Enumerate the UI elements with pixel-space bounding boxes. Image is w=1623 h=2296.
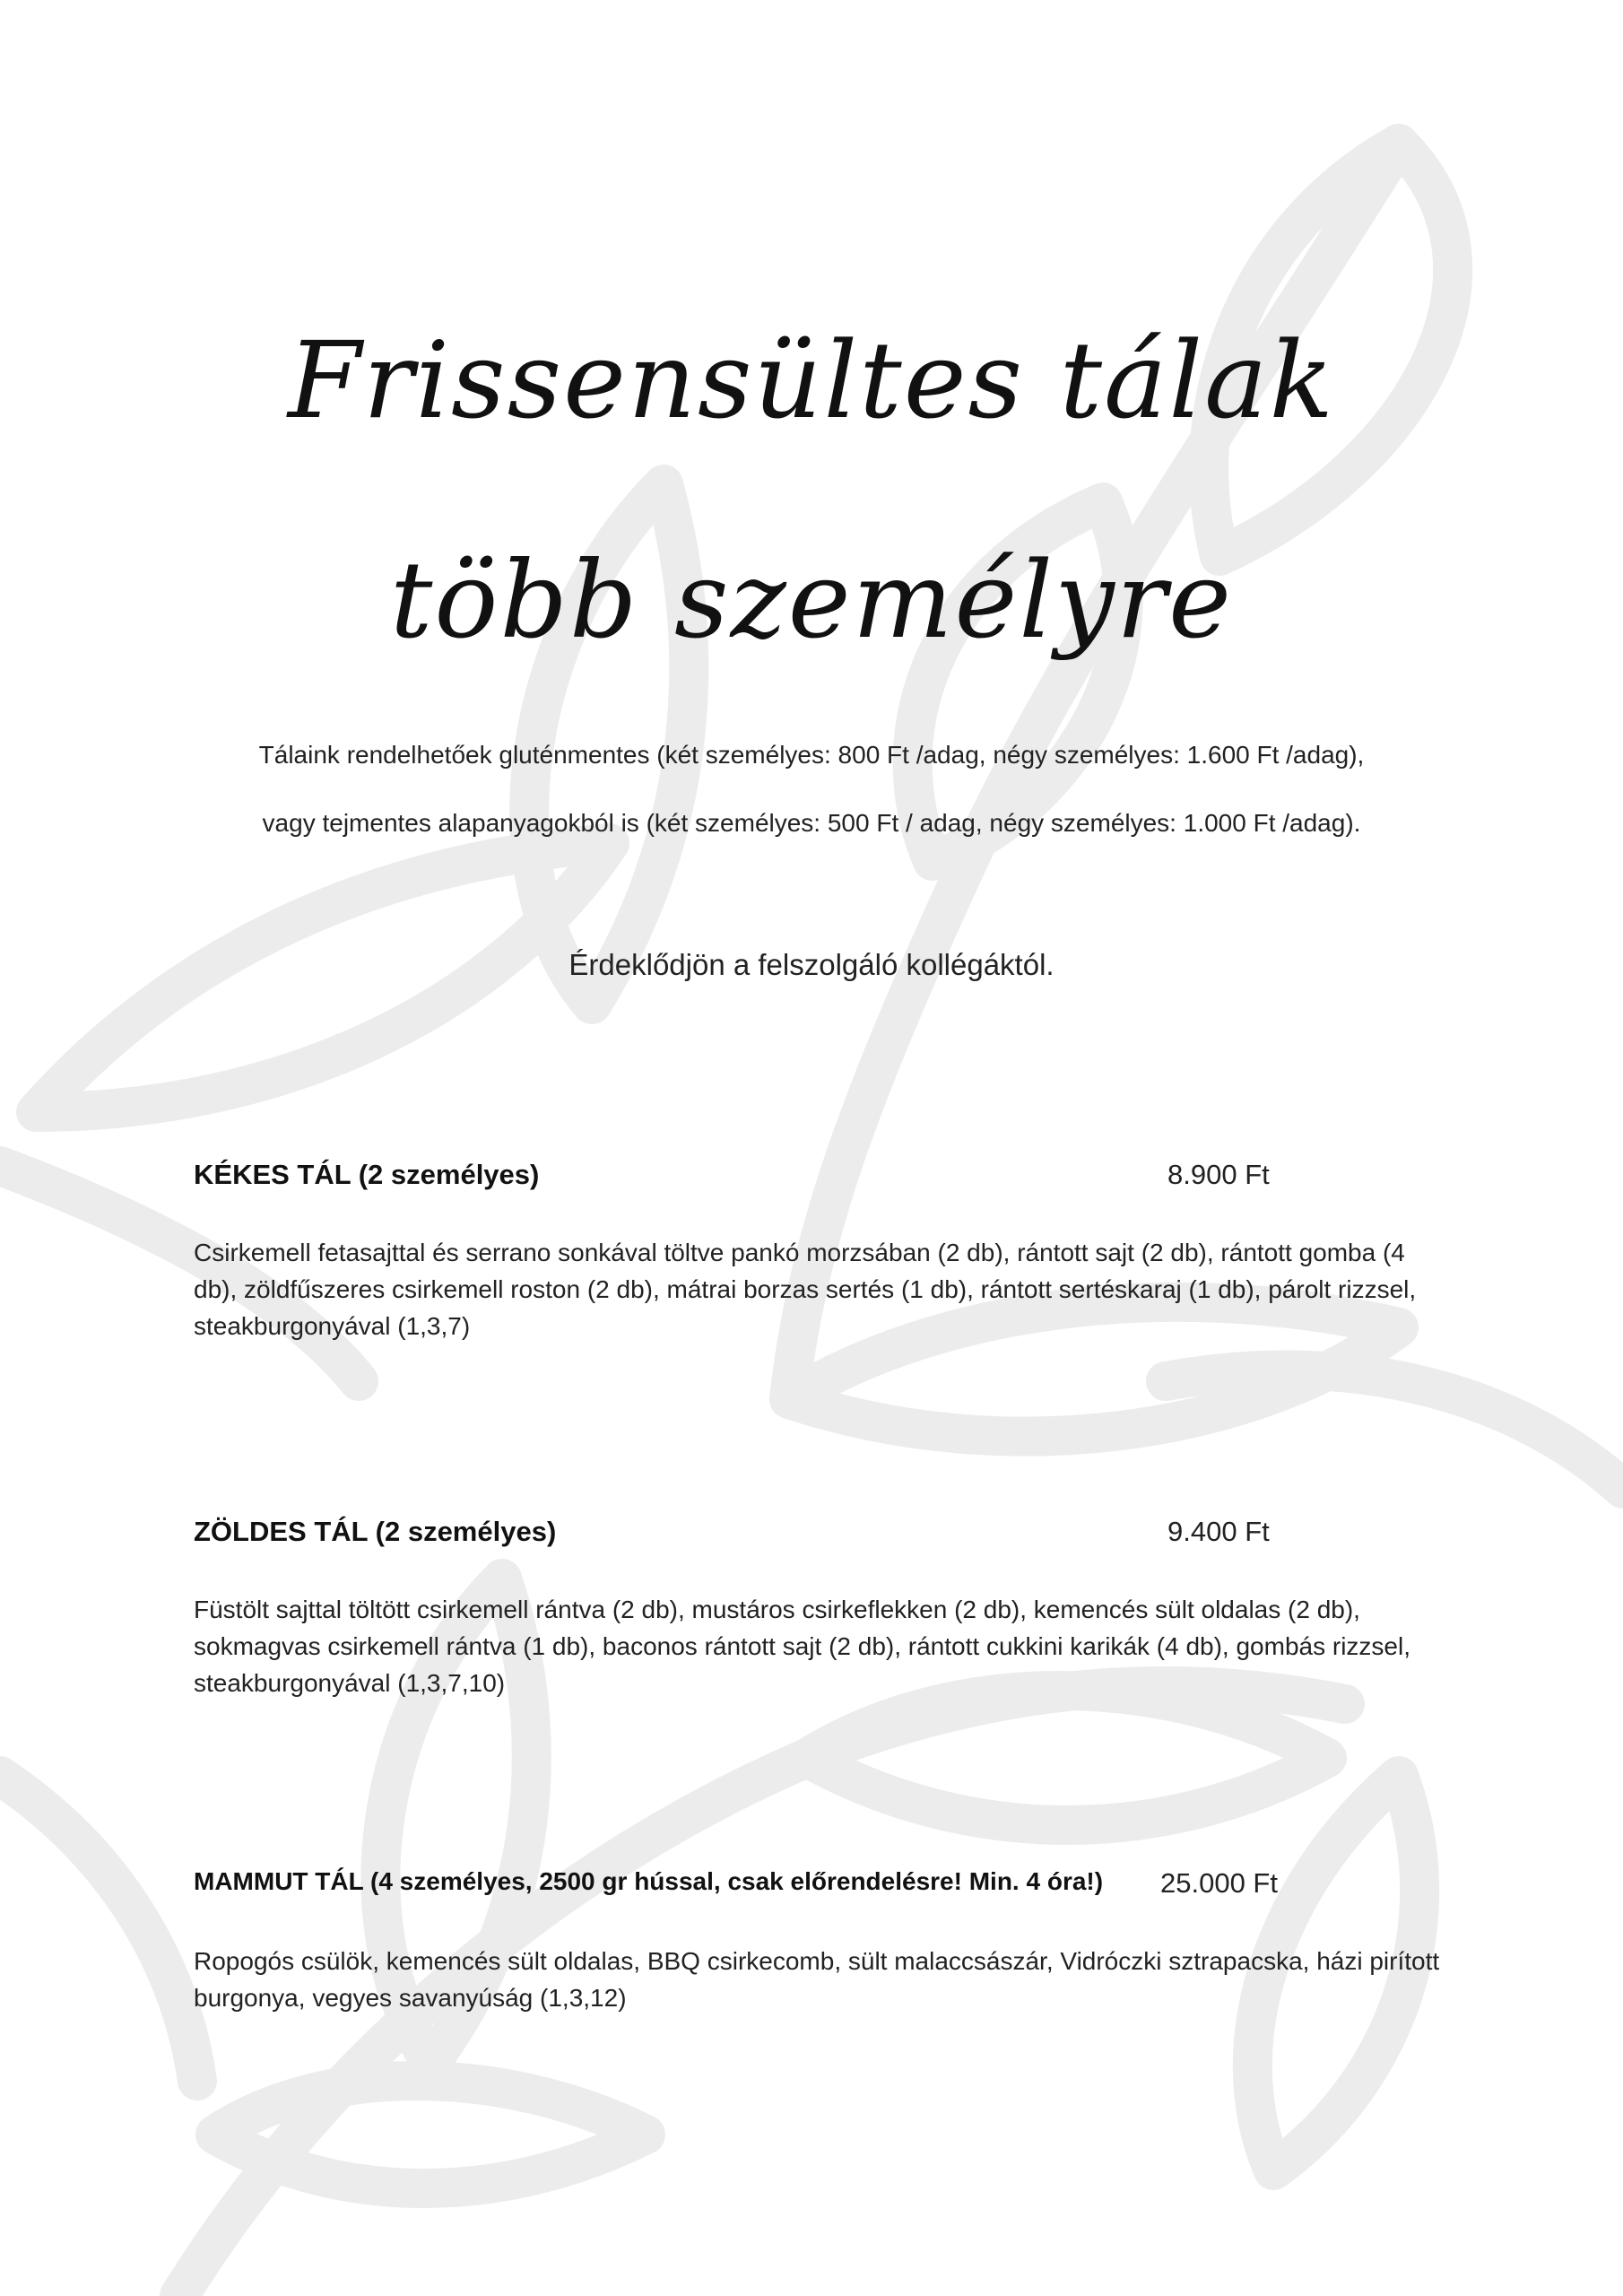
- menu-item-mammut-tal: [194, 1867, 1449, 2016]
- menu-item-name: MAMMUT TÁL (4 személyes, 2500 gr hússal, csak előrendelésre! Min. 4 óra!): [194, 1867, 1104, 1895]
- page-title-line1: Frissensültes tálak: [288, 318, 1335, 442]
- page-title-line2: több személyre: [390, 538, 1233, 662]
- menu-item-zoldes-tal: [194, 1516, 1449, 1701]
- menu-item-name: ZÖLDES TÁL (2 személyes): [194, 1516, 557, 1547]
- intro-gluten-free-note: Tálaink rendelhetőek gluténmentes (két személyes: 800 Ft /adag, négy személyes: 1.600 Ft /adag),: [258, 741, 1365, 769]
- menu-item-kekes-tal: [194, 1159, 1449, 1344]
- intro-dairy-free-note: vagy tejmentes alapanyagokból is (két személyes: 500 Ft / adag, négy személyes: 1.000 Ft /adag).: [262, 809, 1361, 837]
- menu-item-price: 9.400 Ft: [1167, 1516, 1270, 1547]
- menu-item-description: Csirkemell fetasajttal és serrano sonkával töltve pankó morzsában (2 db), rántott sajt (2 db), rántott gomba (4 db), zöldfűszeres csirkemell roston (2 db), mátrai borzas sertés (1 db), rántott sertéskaraj (1 db), párolt rizzsel, steakburgonyával (1,3,7): [194, 1239, 1417, 1340]
- menu-item-header: [194, 1867, 1449, 1907]
- inquiry-notice: Érdeklődjön a felszolgáló kollégáktól.: [568, 948, 1055, 981]
- menu-item-description: Füstölt sajttal töltött csirkemell rántva (2 db), mustáros csirkeflekken (2 db), kemencés sült oldalas (2 db), sokmagvas csirkemell rántva (1 db), baconos rántott sajt (2 db), rántott cukkini karikák (4 db), gombás rizzsel, steakburgonyával (1,3,7,10): [194, 1596, 1410, 1697]
- menu-item-description: Ropogós csülök, kemencés sült oldalas, BBQ csirkecomb, sült malaccsászár, Vidróczki sztrapacska, házi pirított burgonya, vegyes savanyúság (1,3,12): [194, 1947, 1440, 2012]
- menu-item-name: KÉKES TÁL (2 személyes): [194, 1159, 540, 1190]
- menu-item-price: 25.000 Ft: [1160, 1867, 1278, 1899]
- menu-item-price: 8.900 Ft: [1167, 1159, 1270, 1190]
- menu-item-header: [194, 1159, 1449, 1198]
- menu-item-header: [194, 1516, 1449, 1555]
